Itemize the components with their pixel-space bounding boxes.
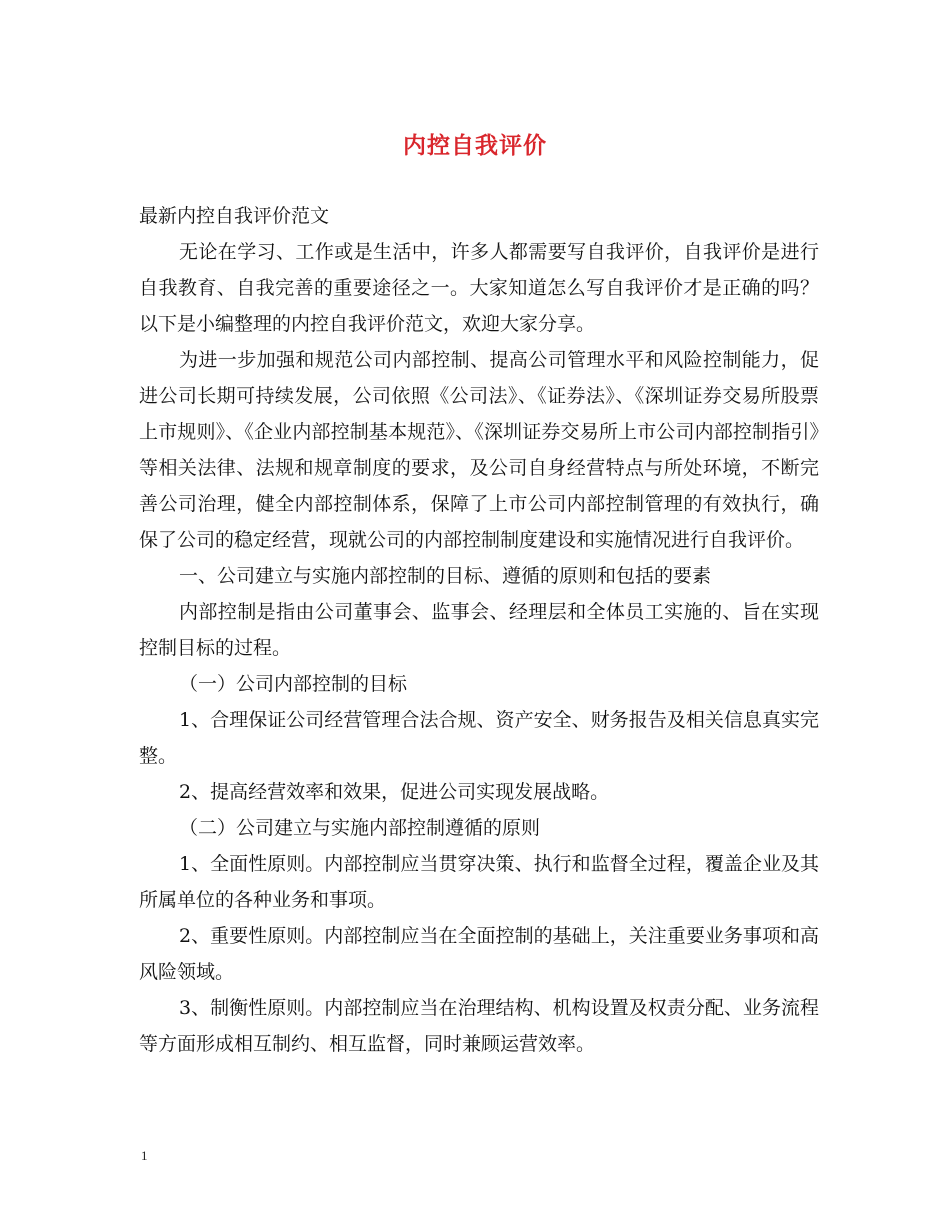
section-heading: 一、公司建立与实施内部控制的目标、遵循的原则和包括的要素 [179,565,712,587]
subsection-heading: （二）公司建立与实施内部控制遵循的原则 [179,817,541,839]
list-item: 2、提高经营效率和效果，促进公司实现发展战略。 [179,781,610,803]
document-body [139,198,819,1062]
list-item: 1、合理保证公司经营管理合法合规、资产安全、财务报告及相关信息真实完整。 [139,709,819,767]
document-title: 内控自我评价 [403,132,547,159]
page-number: 1 [141,1148,148,1163]
list-item: 3、制衡性原则。内部控制应当在治理结构、机构设置及权责分配、业务流程等方面形成相互制约、相互监督，同时兼顾运营效率。 [139,997,819,1055]
paragraph: 内部控制是指由公司董事会、监事会、经理层和全体员工实施的、旨在实现控制目标的过程。 [139,601,819,659]
subsection-heading: （一）公司内部控制的目标 [179,673,408,695]
list-item: 2、重要性原则。内部控制应当在全面控制的基础上，关注重要业务事项和高风险领域。 [139,925,819,983]
paragraph: 无论在学习、工作或是生活中，许多人都需要写自我评价，自我评价是进行自我教育、自我完善的重要途径之一。大家知道怎么写自我评价才是正确的吗？以下是小编整理的内控自我评价范文，欢迎大家分享。 [139,241,819,335]
document-subtitle: 最新内控自我评价范文 [139,205,330,227]
paragraph: 为进一步加强和规范公司内部控制、提高公司管理水平和风险控制能力，促进公司长期可持续发展，公司依照《公司法》、《证券法》、《深圳证券交易所股票上市规则》、《企业内部控制基本规范》、《深圳证券交易所上市公司内部控制指引》等相关法律、法规和规章制度的要求，及公司自身经营特点与所处环境，不断完善公司治理，健全内部控制体系，保障了上市公司内部控制管理的有效执行，确保了公司的稳定经营，现就公司的内部控制制度建设和实施情况进行自我评价。 [139,349,819,551]
list-item: 1、全面性原则。内部控制应当贯穿决策、执行和监督全过程，覆盖企业及其所属单位的各种业务和事项。 [139,853,819,911]
